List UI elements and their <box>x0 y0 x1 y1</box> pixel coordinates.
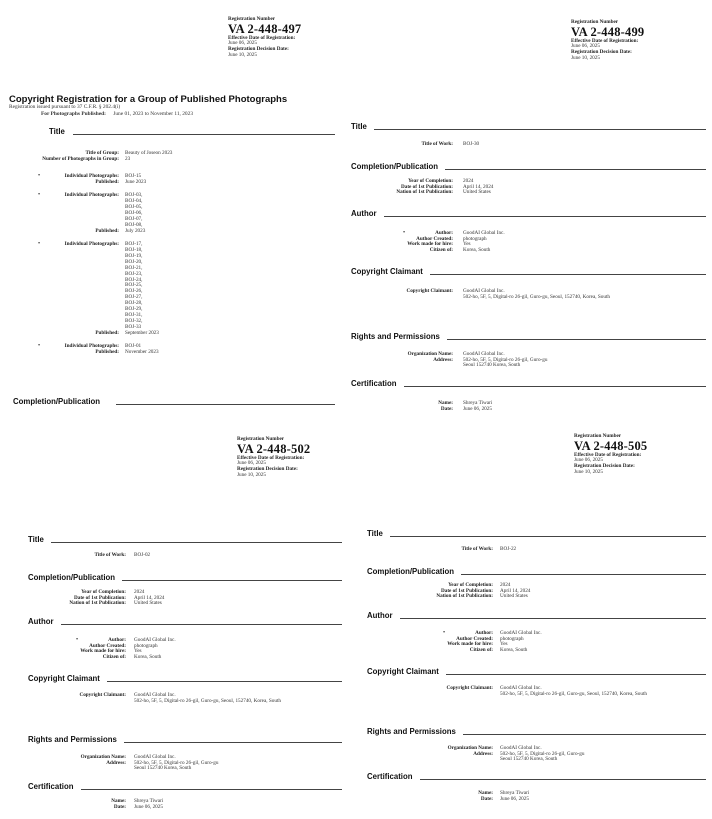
decision-date: June 10, 2025 <box>228 51 257 58</box>
section-claimant-heading: Copyright Claimant <box>351 267 423 276</box>
author-value: GoodAI Global Inc. <box>134 637 176 643</box>
author-label: Author: <box>475 630 493 636</box>
address-value: 502-ho, 5F, 5, Digital-ro 26-gil, Guro-gu <box>500 750 585 757</box>
photo-id: BOJ-32, <box>125 317 143 324</box>
registration-number: VA 2-448-499 <box>571 24 645 39</box>
citizen-of-label: Citizen of: <box>102 653 126 660</box>
published-label: Published: <box>95 178 119 185</box>
section-rule <box>404 386 707 387</box>
section-rule <box>116 404 335 405</box>
bullet-icon: • <box>38 172 41 179</box>
individual-photos-label: Individual Photographs: <box>64 241 119 248</box>
section-rule <box>447 339 706 340</box>
registration-number-label: Registration Number <box>228 16 276 22</box>
section-completion-heading: Completion/Publication <box>13 397 101 406</box>
copyright-claimant-label: Copyright Claimant: <box>406 288 453 294</box>
nation-first-publication-value: United States <box>500 593 528 600</box>
photo-id: BOJ-08, <box>125 221 143 228</box>
photo-id: BOJ-24, <box>125 276 143 283</box>
address-value: 502-ho, 5F, 5, Digital-ro 26-gil, Guro-gu <box>463 356 548 363</box>
num-photos-value: 23 <box>125 156 131 162</box>
claimant-address: 502-ho, 5F, 5, Digital-ro 26-gil, Guro-gu, Seoul, 152740, Korea, South <box>134 697 281 704</box>
organization-name-value: GoodAI Global Inc. <box>463 351 505 357</box>
copyright-claimant-label: Copyright Claimant: <box>79 692 126 698</box>
certification-date-label: Date: <box>113 803 126 810</box>
address-value: 502-ho, 5F, 5, Digital-ro 26-gil, Guro-gu <box>134 759 219 766</box>
nation-first-publication-label: Nation of 1st Publication: <box>396 189 453 196</box>
address-line-2: Seoul 152740 Korea, South <box>463 362 521 369</box>
work-made-for-hire-value: Yes <box>500 641 508 648</box>
author-created-value: photograph <box>463 235 487 242</box>
citizen-of-label: Citizen of: <box>469 646 493 653</box>
section-certification-heading: Certification <box>28 782 74 791</box>
section-rule <box>81 789 343 790</box>
title-of-work-value: BOJ-30 <box>463 141 480 147</box>
certification-name-value: Shreya Tiwari <box>134 798 164 804</box>
certification-date-value: June 06, 2025 <box>463 405 492 412</box>
bullet-icon: • <box>38 342 41 349</box>
work-made-for-hire-value: Yes <box>134 648 142 655</box>
title-of-work-label: Title of Work: <box>94 552 126 558</box>
year-of-completion-label: Year of Completion: <box>81 589 126 595</box>
date-first-publication-label: Date of 1st Publication: <box>73 594 126 601</box>
published-label: Published: <box>95 227 119 234</box>
photo-id: BOJ-19, <box>125 252 143 259</box>
registration-block <box>237 437 310 478</box>
section-completion-heading: Completion/Publication <box>367 567 455 576</box>
photo-id: BOJ-07, <box>125 215 143 222</box>
organization-name-label: Organization Name: <box>407 351 453 357</box>
registration-number-label: Registration Number <box>237 436 285 442</box>
registration-block <box>574 434 647 475</box>
section-certification-heading: Certification <box>367 772 413 781</box>
nation-first-publication-value: United States <box>134 600 162 607</box>
section-author-heading: Author <box>28 617 54 626</box>
published-label: Published: <box>95 348 119 355</box>
year-of-completion-label: Year of Completion: <box>448 582 493 588</box>
photo-id: BOJ-29, <box>125 306 143 312</box>
effective-date: June 06, 2025 <box>574 457 603 464</box>
section-rights-heading: Rights and Permissions <box>28 735 117 744</box>
claimant-address: 502-ho, 5F, 5, Digital-ro 26-gil, Guro-gu, Seoul, 152740, Korea, South <box>463 293 610 300</box>
photos-published-value: June 01, 2023 to November 11, 2023 <box>113 111 194 117</box>
citizen-of-value: Korea, South <box>463 246 491 253</box>
work-made-for-hire-label: Work made for hire: <box>407 241 453 248</box>
title-of-work-label: Title of Work: <box>421 141 453 147</box>
organization-name-label: Organization Name: <box>80 754 126 760</box>
claimant-address: 502-ho, 5F, 5, Digital-ro 26-gil, Guro-gu, Seoul, 152740, Korea, South <box>500 690 647 697</box>
photo-id: BOJ-31, <box>125 311 143 318</box>
copyright-claimant-value: GoodAI Global Inc. <box>134 692 176 698</box>
address-label: Address: <box>473 750 493 757</box>
certification-name-label: Name: <box>438 400 453 406</box>
section-rule <box>122 580 342 581</box>
section-rights-heading: Rights and Permissions <box>351 332 440 341</box>
certification-date-label: Date: <box>440 405 453 412</box>
section-rule <box>463 734 706 735</box>
nation-first-publication-value: United States <box>463 189 491 196</box>
photo-id: BOJ-15 <box>125 173 142 179</box>
photo-id: BOJ-18, <box>125 247 143 253</box>
photos-published-label: For Photographs Published: <box>41 111 106 117</box>
bullet-icon: • <box>38 191 41 198</box>
author-created-label: Author Created: <box>89 642 126 649</box>
certification-name-label: Name: <box>111 798 126 804</box>
published-label: Published: <box>95 329 119 336</box>
registration-block-group <box>228 17 301 58</box>
section-rule <box>73 134 335 135</box>
photo-id: BOJ-28, <box>125 300 143 307</box>
individual-photos-label: Individual Photographs: <box>64 343 119 349</box>
photo-id: BOJ-17, <box>125 241 143 248</box>
section-rule <box>420 779 707 780</box>
title-of-group-value: Beauty of Joseon 2023 <box>125 150 173 156</box>
author-created-value: photograph <box>134 642 158 649</box>
effective-date-label: Effective Date of Registration: <box>574 451 642 458</box>
section-completion-heading: Completion/Publication <box>28 573 116 582</box>
section-title-heading: Title <box>49 127 65 136</box>
section-rule <box>446 674 706 675</box>
section-rule <box>61 624 342 625</box>
year-of-completion-value: 2024 <box>463 178 474 184</box>
effective-date-label: Effective Date of Registration: <box>237 454 305 461</box>
decision-date: June 10, 2025 <box>574 468 603 475</box>
certification-date-value: June 06, 2025 <box>134 803 163 810</box>
address-line-2: Seoul 152740 Korea, South <box>134 765 192 772</box>
organization-name-label: Organization Name: <box>447 745 493 751</box>
certification-date-value: June 06, 2025 <box>500 795 529 802</box>
published-value: June 2023 <box>125 178 147 185</box>
section-rule <box>51 542 342 543</box>
section-rights-heading: Rights and Permissions <box>367 727 456 736</box>
registration-number-label: Registration Number <box>574 433 622 439</box>
title-of-work-value: BOJ-22 <box>500 546 517 552</box>
citizen-of-value: Korea, South <box>500 646 528 653</box>
address-line-2: Seoul 152740 Korea, South <box>500 756 558 763</box>
photo-id: BOJ-03, <box>125 192 143 199</box>
section-claimant-heading: Copyright Claimant <box>28 674 100 683</box>
year-of-completion-value: 2024 <box>134 589 145 595</box>
section-author-heading: Author <box>351 209 377 218</box>
title-of-work-value: BOJ-02 <box>134 552 151 558</box>
certification-date-label: Date: <box>480 795 493 802</box>
photo-id: BOJ-04, <box>125 198 143 205</box>
bullet-icon: • <box>76 636 79 643</box>
photo-id: BOJ-01 <box>125 343 142 349</box>
section-claimant-heading: Copyright Claimant <box>367 667 439 676</box>
year-of-completion-value: 2024 <box>500 582 511 588</box>
section-certification-heading: Certification <box>351 379 397 388</box>
registration-number: VA 2-448-497 <box>228 21 302 36</box>
published-value: November 2023 <box>125 348 159 355</box>
decision-date-label: Registration Decision Date: <box>237 465 298 472</box>
section-rule <box>384 216 706 217</box>
registration-block <box>571 20 644 61</box>
page-title: Copyright Registration for a Group of Published Photographs <box>9 94 288 105</box>
section-title-heading: Title <box>351 122 367 131</box>
author-created-label: Author Created: <box>416 235 453 242</box>
effective-date: June 06, 2025 <box>571 43 600 50</box>
decision-date-label: Registration Decision Date: <box>571 48 632 55</box>
nation-first-publication-label: Nation of 1st Publication: <box>69 600 126 607</box>
copyright-claimant-value: GoodAI Global Inc. <box>500 685 542 691</box>
copyright-claimant-label: Copyright Claimant: <box>446 685 493 691</box>
section-rule <box>107 681 342 682</box>
copyright-claimant-value: GoodAI Global Inc. <box>463 288 505 294</box>
author-label: Author: <box>108 637 126 643</box>
section-rule <box>461 574 706 575</box>
date-first-publication-value: April 14, 2024 <box>463 183 494 190</box>
individual-photos-label: Individual Photographs: <box>64 173 119 179</box>
individual-photos-label: Individual Photographs: <box>64 192 119 199</box>
author-value: GoodAI Global Inc. <box>500 630 542 636</box>
section-rule <box>445 169 706 170</box>
date-first-publication-label: Date of 1st Publication: <box>440 587 493 594</box>
author-value: GoodAI Global Inc. <box>463 230 505 236</box>
work-made-for-hire-value: Yes <box>463 241 471 248</box>
date-first-publication-value: April 14, 2024 <box>134 594 165 601</box>
bullet-icon: • <box>38 240 41 247</box>
author-created-label: Author Created: <box>456 635 493 642</box>
num-photos-label: Number of Photographs in Group: <box>42 156 119 162</box>
section-rule <box>400 618 706 619</box>
bullet-icon: • <box>443 629 446 636</box>
photo-id: BOJ-06, <box>125 210 143 216</box>
year-of-completion-label: Year of Completion: <box>408 178 453 184</box>
title-of-group-label: Title of Group: <box>85 150 119 156</box>
photo-id: BOJ-25, <box>125 282 143 289</box>
organization-name-value: GoodAI Global Inc. <box>134 754 176 760</box>
photos-published-row <box>41 111 193 117</box>
effective-date: June 06, 2025 <box>237 460 266 467</box>
published-value: July 2023 <box>125 227 146 234</box>
decision-date: June 10, 2025 <box>571 54 600 61</box>
section-rule <box>390 536 706 537</box>
registration-number-label: Registration Number <box>571 19 619 25</box>
photo-id: BOJ-23, <box>125 270 143 277</box>
date-first-publication-label: Date of 1st Publication: <box>400 183 453 190</box>
section-rule <box>374 129 706 130</box>
photo-id: BOJ-20, <box>125 258 143 265</box>
nation-first-publication-label: Nation of 1st Publication: <box>436 593 493 600</box>
certification-name-value: Shreya Tiwari <box>500 790 530 796</box>
section-completion-heading: Completion/Publication <box>351 162 439 171</box>
organization-name-value: GoodAI Global Inc. <box>500 745 542 751</box>
certification-name-label: Name: <box>478 790 493 796</box>
decision-date-label: Registration Decision Date: <box>574 462 635 469</box>
citizen-of-value: Korea, South <box>134 653 162 660</box>
effective-date-label: Effective Date of Registration: <box>571 37 639 44</box>
decision-date-label: Registration Decision Date: <box>228 45 289 52</box>
date-first-publication-value: April 14, 2024 <box>500 587 531 594</box>
citizen-of-label: Citizen of: <box>429 246 453 253</box>
section-title-heading: Title <box>367 529 383 538</box>
registration-number: VA 2-448-505 <box>574 438 648 453</box>
photo-id: BOJ-33 <box>125 323 142 330</box>
section-title-heading: Title <box>28 535 44 544</box>
author-created-value: photograph <box>500 635 524 642</box>
effective-date-label: Effective Date of Registration: <box>228 34 296 41</box>
work-made-for-hire-label: Work made for hire: <box>80 648 126 655</box>
photo-id: BOJ-26, <box>125 288 143 295</box>
section-author-heading: Author <box>367 611 393 620</box>
section-rule <box>430 274 706 275</box>
photo-id: BOJ-05, <box>125 204 143 211</box>
address-label: Address: <box>106 759 126 766</box>
regulation-note: Registration issued pursuant to 37 C.F.R. § 202.4(i) <box>9 104 121 110</box>
photo-id: BOJ-21, <box>125 264 143 271</box>
section-rule <box>124 742 342 743</box>
published-value: September 2023 <box>125 329 159 336</box>
decision-date: June 10, 2025 <box>237 471 266 478</box>
bullet-icon: • <box>403 229 406 236</box>
certification-name-value: Shreya Tiwari <box>463 400 493 406</box>
photo-id: BOJ-27, <box>125 294 143 301</box>
title-of-work-label: Title of Work: <box>461 546 493 552</box>
author-label: Author: <box>435 230 453 236</box>
work-made-for-hire-label: Work made for hire: <box>447 641 493 648</box>
address-label: Address: <box>433 356 453 363</box>
effective-date: June 06, 2025 <box>228 40 257 47</box>
registration-number: VA 2-448-502 <box>237 441 311 456</box>
